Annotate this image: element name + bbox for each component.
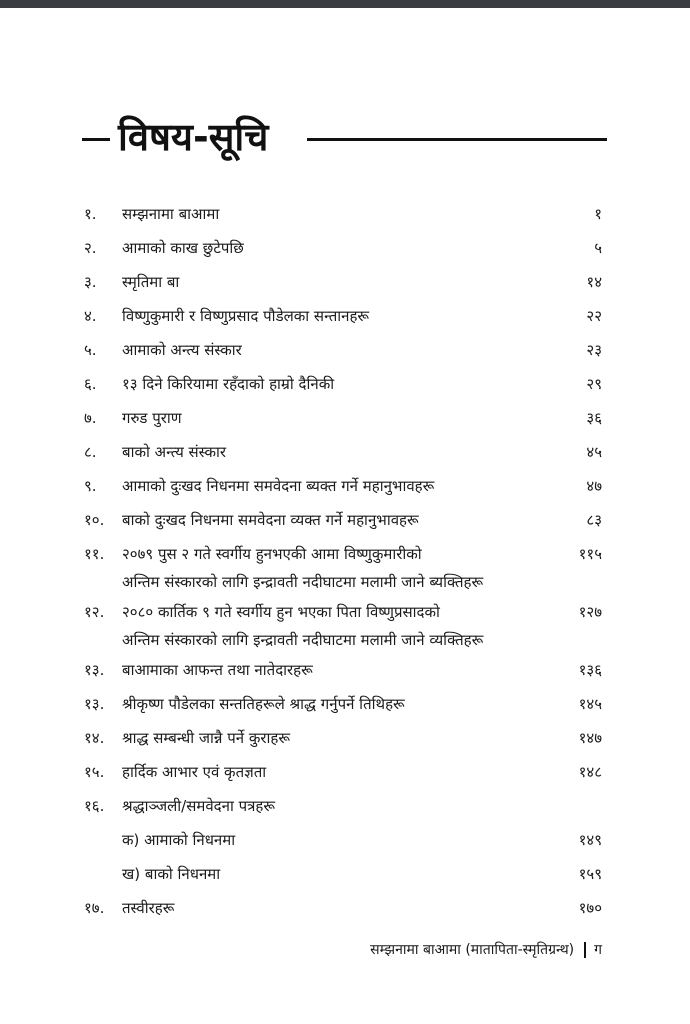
toc-number: ११. [84, 545, 105, 563]
heading-dash [82, 138, 110, 141]
toc-title-line: आमाको काख छुटेपछि [122, 239, 244, 257]
toc-page-number: ११५ [578, 545, 602, 563]
toc-title-line: विष्णुकुमारी र विष्णुप्रसाद पौडेलका सन्तानहरू [122, 307, 370, 325]
toc-number: १३. [84, 661, 105, 679]
toc-page-number: ५ [594, 239, 602, 257]
toc-number: १३. [84, 695, 105, 713]
toc-title [122, 438, 562, 466]
toc-page-number: १३६ [578, 661, 602, 679]
toc-page-number: १७० [578, 899, 602, 917]
toc-number: ४. [84, 307, 97, 325]
toc-title-line: श्रीकृष्ण पौडेलका सन्ततिहरूले श्राद्ध गर्नुपर्ने तिथिहरू [122, 695, 405, 713]
toc-page-number: ८३ [586, 511, 602, 529]
toc-subentry-title: क) आमाको निधनमा [122, 831, 236, 849]
page-number: ग [594, 942, 602, 958]
toc-title [122, 472, 562, 500]
toc-entry [84, 370, 608, 404]
toc-title-line: अन्तिम संस्कारको लागि इन्द्रावती नदीघाटमा मलामी जाने व्यक्तिहरू [122, 631, 484, 649]
toc-title [122, 370, 562, 398]
toc-entry [84, 690, 608, 724]
toc-entry [84, 336, 608, 370]
toc-number: १. [84, 205, 97, 223]
toc-number: १६. [84, 797, 105, 815]
toc-title-line: अन्तिम संस्कारको लागि इन्द्रावती नदीघाटमा मलामी जाने ब्यक्तिहरू [122, 573, 484, 591]
toc-entry [84, 404, 608, 438]
toc-entry [84, 894, 608, 928]
toc-title-line: २०८० कार्तिक ९ गते स्वर्गीय हुन भएका पिता विष्णुप्रसादको [122, 603, 440, 621]
toc-number: १४. [84, 729, 105, 747]
footer-separator [584, 942, 586, 958]
toc-page-number: १४७ [578, 729, 602, 747]
toc-page-number: १४९ [578, 831, 602, 849]
toc-title [122, 792, 562, 820]
running-title: सम्झनामा बाआमा (मातापिता-स्मृतिग्रन्थ) [370, 942, 575, 958]
toc-entry [84, 438, 608, 472]
toc-number: १५. [84, 763, 105, 781]
toc-number: १७. [84, 899, 105, 917]
toc-number: ७. [84, 409, 97, 427]
toc-title-line: हार्दिक आभार एवं कृतज्ञता [122, 763, 267, 781]
toc-title-line: स्मृतिमा बा [122, 273, 180, 291]
toc-page-number: ४७ [586, 477, 602, 495]
toc-title [122, 598, 562, 654]
toc-title-line: आमाको दुःखद निधनमा समवेदना ब्यक्त गर्ने महानुभावहरू [122, 477, 435, 495]
toc-title-line: श्रद्धाञ्जली/समवेदना पत्रहरू [122, 797, 276, 815]
toc-title [122, 506, 562, 534]
toc-page-number: १५९ [578, 865, 602, 883]
toc-title [122, 656, 562, 684]
toc-page-number: १४ [586, 273, 602, 291]
toc-entry [84, 724, 608, 758]
toc-entry [84, 506, 608, 540]
toc-entry [84, 598, 608, 656]
toc-title [122, 758, 562, 786]
toc-title [122, 336, 562, 364]
toc-entry [84, 860, 608, 894]
toc-page-number: ४५ [586, 443, 602, 461]
toc-entry [84, 540, 608, 598]
toc-title [122, 894, 562, 922]
toc-entry [84, 200, 608, 234]
toc-title [122, 724, 562, 752]
toc-page-number: २२ [586, 307, 602, 325]
toc-title [122, 404, 562, 432]
toc-title-line: श्राद्ध सम्बन्धी जान्नै पर्ने कुराहरू [122, 729, 290, 747]
toc-page-number: १२७ [578, 603, 602, 621]
toc-title [122, 234, 562, 262]
toc-entry [84, 792, 608, 826]
toc-page-number: २९ [586, 375, 602, 393]
toc-title [122, 268, 562, 296]
toc-title-line: सम्झनामा बाआमा [122, 205, 220, 223]
table-of-contents [84, 200, 608, 928]
toc-title-line: तस्वीरहरू [122, 899, 175, 917]
toc-entry [84, 656, 608, 690]
toc-number: २. [84, 239, 97, 257]
toc-title-line: आमाको अन्त्य संस्कार [122, 341, 242, 359]
toc-title [122, 302, 562, 330]
toc-title-line: बाआमाका आफन्त तथा नातेदारहरू [122, 661, 313, 679]
toc-entry [84, 472, 608, 506]
toc-page-number: १४५ [578, 695, 602, 713]
toc-title [122, 200, 562, 228]
toc-number: ३. [84, 273, 97, 291]
contents-title: विषय-सूचि [118, 115, 269, 159]
toc-page-number: ३६ [586, 409, 602, 427]
toc-number: ८. [84, 443, 97, 461]
toc-subentry-title: ख) बाको निधनमा [122, 865, 221, 883]
toc-entry [84, 826, 608, 860]
toc-title [122, 540, 562, 596]
top-edge-bar [0, 0, 690, 8]
toc-number: ९. [84, 477, 97, 495]
toc-entry [84, 302, 608, 336]
toc-title-line: २०७९ पुस २ गते स्वर्गीय हुनभएकी आमा विष्णुकुमारीको [122, 545, 422, 563]
toc-title-line: १३ दिने किरियामा रहँदाको हाम्रो दैनिकी [122, 375, 335, 393]
contents-heading [82, 108, 607, 168]
toc-title [122, 690, 562, 718]
toc-entry [84, 758, 608, 792]
toc-number: ५. [84, 341, 97, 359]
toc-number: ६. [84, 375, 97, 393]
toc-page-number: १४८ [578, 763, 602, 781]
toc-entry [84, 234, 608, 268]
toc-number: १०. [84, 511, 105, 529]
toc-title-line: गरुड पुराण [122, 409, 182, 427]
toc-number: १२. [84, 603, 105, 621]
page-footer [370, 940, 602, 959]
toc-title-line: बाको दुःखद निधनमा समवेदना व्यक्त गर्ने महानुभावहरू [122, 511, 419, 529]
heading-rule [307, 138, 607, 141]
toc-title-line: बाको अन्त्य संस्कार [122, 443, 227, 461]
toc-page-number: १ [594, 205, 602, 223]
toc-entry [84, 268, 608, 302]
toc-page-number: २३ [586, 341, 602, 359]
